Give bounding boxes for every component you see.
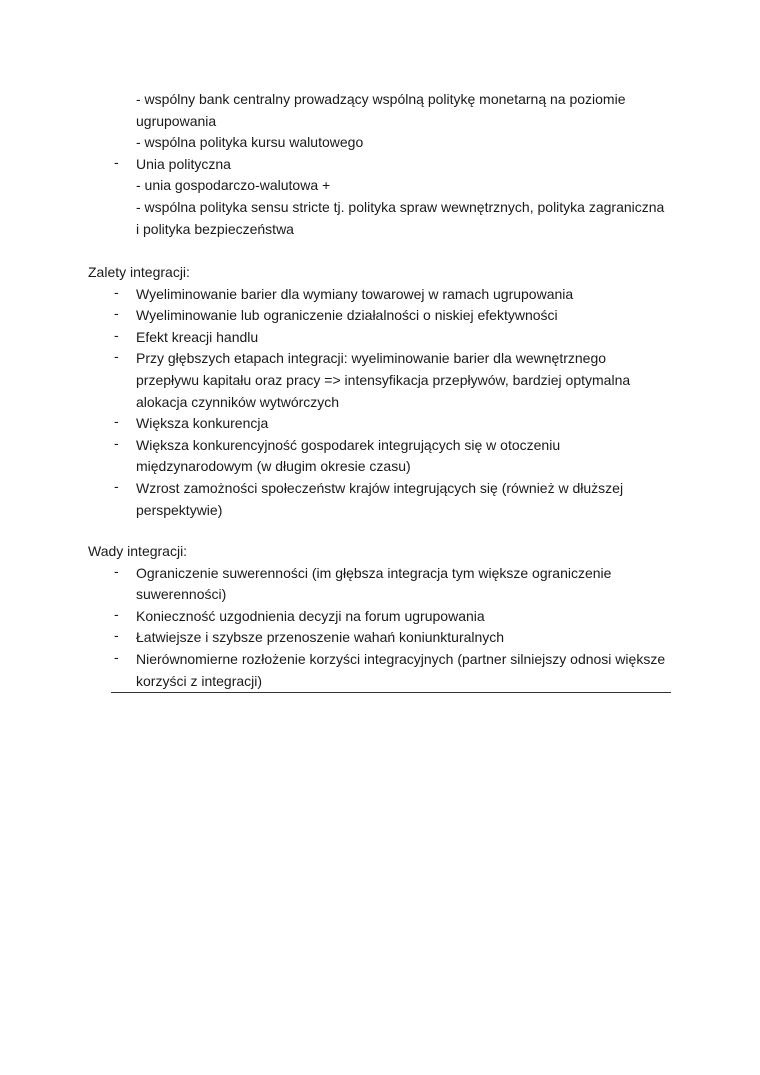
- section-heading: Wady integracji:: [88, 543, 188, 559]
- list-item-line: Większa konkurencja: [136, 415, 269, 432]
- list-item-line: Konieczność uzgodnienia decyzji na forum ugrupowania: [136, 607, 485, 624]
- list-item-line: Wzrost zamożności społeczeństw krajów integrujących się (również w dłuższej: [136, 479, 624, 496]
- list-item-line: Efekt kreacji handlu: [136, 328, 259, 345]
- list-item-line: Przy głębszych etapach integracji: wyeliminowanie barier dla wewnętrznego: [136, 350, 607, 367]
- list-item-line: Nierównomierne rozłożenie korzyści integracyjnych (partner silniejszy odnosi większe: [136, 650, 666, 667]
- advantages-section: [88, 262, 688, 521]
- list-item-line: - wspólna polityka sensu stricte tj. polityka spraw wewnętrznych, polityka zagraniczna: [136, 198, 665, 215]
- list-dash: -: [114, 153, 119, 170]
- list-item: [88, 435, 688, 478]
- list-dash: -: [114, 648, 119, 665]
- list-item: [88, 327, 688, 349]
- list-dash: -: [114, 305, 119, 322]
- list-item-line: Unia polityczna: [136, 155, 231, 172]
- horizontal-rule: [111, 692, 671, 693]
- intro-line: - wspólny bank centralny prowadzący wspólną politykę monetarną na poziomie: [136, 91, 626, 107]
- intro-line: ugrupowania: [136, 112, 217, 129]
- list-item-line: międzynarodowym (w długim okresie czasu): [136, 458, 411, 475]
- list-item-line: Łatwiejsze i szybsze przenoszenie wahań koniunkturalnych: [136, 629, 505, 646]
- list-item-line: przepływu kapitału oraz pracy => intensyfikacja przepływów, bardziej optymalna: [136, 371, 631, 388]
- list-item: [88, 649, 688, 692]
- list-dash: -: [114, 413, 119, 430]
- list-dash: -: [114, 627, 119, 644]
- list-item: [88, 154, 688, 240]
- list-dash: -: [114, 283, 119, 300]
- list-item-line: Wyeliminowanie lub ograniczenie działalności o niskiej efektywności: [136, 307, 558, 324]
- list-item-line: suwerenności): [136, 586, 227, 603]
- list-dash: -: [114, 562, 119, 579]
- list-item: [88, 563, 688, 606]
- list-item-line: Ograniczenie suwerenności (im głębsza integracja tym większe ograniczenie: [136, 564, 612, 581]
- section-heading: Zalety integracji:: [88, 264, 190, 280]
- list-item-line: alokacja czynników wytwórczych: [136, 393, 340, 410]
- list-item: [88, 478, 688, 521]
- list-item: [88, 606, 688, 628]
- list-item-line: korzyści z integracji): [136, 672, 263, 689]
- intro-section: [88, 89, 688, 240]
- list-item-line: perspektywie): [136, 501, 223, 518]
- list-dash: -: [114, 434, 119, 451]
- intro-line: - wspólna polityka kursu walutowego: [136, 134, 364, 151]
- list-item-line: Wyeliminowanie barier dla wymiany towarowej w ramach ugrupowania: [136, 285, 574, 302]
- list-item-line: Większa konkurencyjność gospodarek integrujących się w otoczeniu: [136, 436, 561, 453]
- list-item: [88, 413, 688, 435]
- list-item: [88, 348, 688, 413]
- list-dash: -: [114, 326, 119, 343]
- list-dash: -: [114, 348, 119, 365]
- list-dash: -: [114, 477, 119, 494]
- list-item: [88, 305, 688, 327]
- list-dash: -: [114, 605, 119, 622]
- list-item: [88, 627, 688, 649]
- disadvantages-section: [88, 541, 688, 692]
- list-item-line: - unia gospodarczo-walutowa +: [136, 177, 331, 194]
- list-item-line: i polityka bezpieczeństwa: [136, 220, 294, 237]
- list-item: [88, 284, 688, 306]
